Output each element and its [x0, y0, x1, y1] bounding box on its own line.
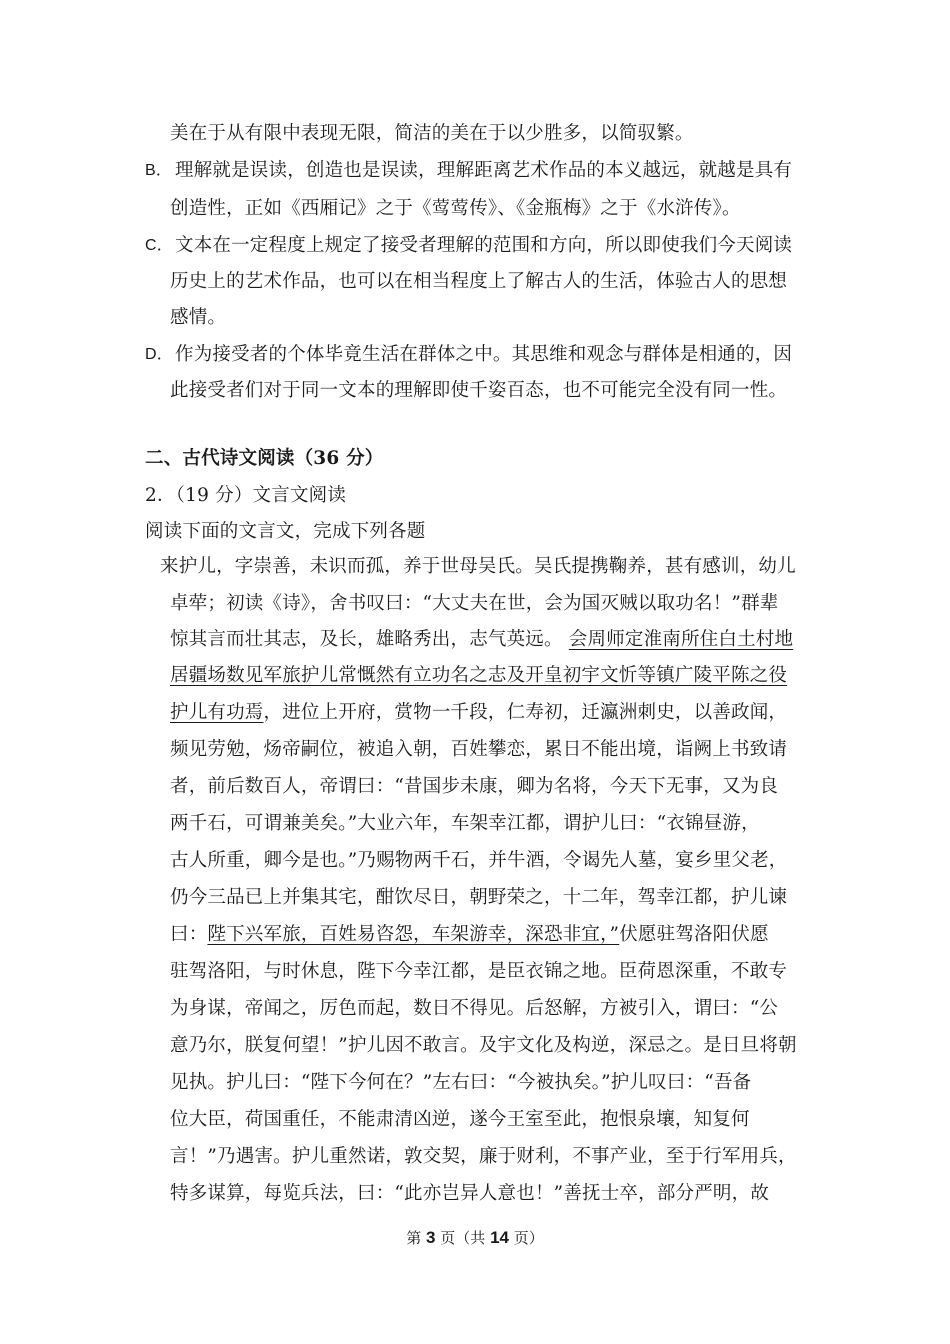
underlined-sentence-part-2: 居疆场数见军旅护儿常慨然有立功名之志及开皇初宇文忻等镇广陵平陈之役	[170, 665, 788, 686]
passage-line-15: 见执。护儿曰：“陛下今何在？”左右曰：“今被执矣。”护儿叹曰：“吾备	[170, 1072, 752, 1093]
passage-line-8: 两千石，可谓兼美矣。”大业六年，车架幸江都，谓护儿曰：“衣锦昼游，	[170, 813, 760, 834]
passage-line-5	[170, 701, 787, 725]
passage-line-7: 者，前后数百人，帝谓曰：“昔国步未康，卿为名将，今天下无事，又为良	[170, 776, 779, 797]
passage-line-17: 言！”乃遇害。护儿重然诺，敦交契，廉于财利，不事产业，至于行军用兵，	[170, 1146, 797, 1167]
underlined-sentence-part-1: 会周师定淮南所住白土村地	[568, 629, 794, 650]
footer-prefix: 第	[406, 1229, 422, 1247]
page-footer	[0, 1228, 950, 1248]
passage-line-10: 仍今三品已上并集其宅，酣饮尽日，朝野荣之，十二年，驾幸江都，护儿谏	[170, 887, 788, 908]
passage-line-13: 为身谋，帝闻之，厉色而起，数日不得见。后怒解，方被引入，谓曰：“公	[170, 998, 779, 1019]
option-c-line-2: 历史上的艺术作品，也可以在相当程度上了解古人的生活，体验古人的思想	[170, 271, 788, 292]
current-page-number: 3	[426, 1228, 436, 1247]
option-a-continuation: 美在于从有限中表现无限，简洁的美在于以少胜多，以简驭繁。	[170, 123, 694, 144]
passage-line-1: 来护儿，字崇善，未识而孤，养于世母吴氏。吴氏提携鞠养，甚有感训，幼儿	[160, 556, 796, 577]
passage-line-11-prefix: 曰：	[170, 924, 208, 945]
option-b-line-1: 理解就是误读，创造也是误读，理解距离艺术作品的本义越远，就越是具有	[175, 160, 793, 181]
option-b-line-2: 创造性，正如《西厢记》之于《莺莺传》、《金瓶梅》之于《水浒传》。	[170, 198, 741, 219]
option-c-label: C．	[145, 237, 173, 254]
option-b-label: B．	[145, 162, 173, 179]
underlined-sentence-part-3: 护儿有功焉	[170, 702, 264, 723]
option-d-label: D．	[145, 346, 173, 363]
option-c-line-3: 感情。	[170, 307, 227, 328]
passage-line-3-text: 惊其言而壮其志，及长，雄略秀出，志气英远。	[170, 629, 563, 650]
passage-line-5-text: ，进位上开府，赏物一千段，仁寿初，迁瀛洲刺史，以善政闻，	[263, 702, 788, 723]
footer-suffix: 页）	[513, 1229, 544, 1247]
passage-line-3	[170, 628, 793, 652]
option-c-line-1: 文本在一定程度上规定了接受者理解的范围和方向，所以即使我们今天阅读	[175, 235, 793, 256]
passage-line-9: 古人所重，卿今是也。”乃赐物两千石，并牛酒，令谒先人墓，宴乡里父老，	[170, 850, 788, 871]
footer-middle: 页（共	[440, 1229, 486, 1247]
passage-line-12: 驻驾洛阳，与时休息，陛下今幸江都，是臣衣锦之地。臣荷恩深重，不敢专	[170, 961, 788, 982]
passage-line-2: 卓荦；初读《诗》，舍书叹曰：“大丈夫在世，会为国灭贼以取功名！”群辈	[170, 593, 779, 614]
total-pages-number: 14	[490, 1228, 509, 1247]
passage-line-6: 频见劳勉，炀帝嗣位，被追入朝，百姓攀恋，累日不能出境，诣阙上书致请	[170, 739, 788, 760]
passage-line-16: 位大臣，荷国重任，不能肃清凶逆，遂今王室至此，抱恨泉壤，知复何	[170, 1109, 750, 1130]
underlined-sentence-2: 陛下兴军旅，百姓易咨怨，车架游幸，深恐非宜，”	[207, 924, 620, 945]
passage-line-18: 特多谋算，每览兵法，曰：“此亦岂异人意也！”善抚士卒，部分严明，故	[170, 1183, 770, 1204]
option-d-line-2: 此接受者们对于同一文本的理解即使千姿百态，也不可能完全没有同一性。	[170, 380, 788, 401]
passage-line-11-suffix: 伏愿驻驾洛阳伏愿	[619, 924, 769, 945]
section-heading: 二、古代诗文阅读（36 分）	[145, 448, 384, 469]
passage-line-11	[170, 923, 769, 947]
passage-line-14: 意乃尔，朕复何望！”护儿因不敢言。及宇文化及构逆，深忌之。是日旦将朝	[170, 1035, 797, 1056]
question-2-title: 2．（19 分）文言文阅读	[145, 485, 347, 506]
option-d-line-1: 作为接受者的个体毕竟生活在群体之中。其思维和观念与群体是相通的，因	[175, 344, 793, 365]
question-instruction: 阅读下面的文言文，完成下列各题	[145, 521, 426, 542]
